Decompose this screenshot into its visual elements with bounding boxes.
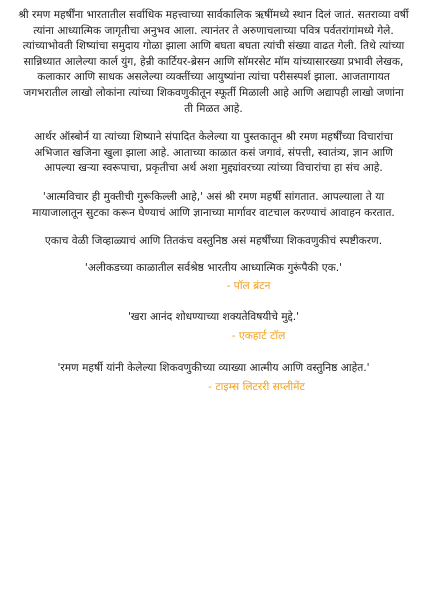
review-attribution	[18, 279, 409, 294]
review-quote: 'अलीकडच्या काळातील सर्वश्रेष्ठ भारतीय आध्यात्मिक गुरूंपैकी एक.'	[84, 261, 343, 274]
quote-author: - पॉल ब्रंटन	[226, 280, 271, 293]
review-attribution	[18, 380, 409, 395]
quote-author: - एकहार्ट टॉल	[231, 329, 286, 342]
review-quote: 'खरा आनंद शोधण्याच्या शक्यतेविषयीचे मुद्दे.'	[127, 311, 300, 324]
summary-line: एकाच वेळी जिव्हाळ्याचं आणि तितकंच वस्तुनिष्ठ असं महर्षींच्या शिकवणुकीचं स्पष्टीकरण.	[44, 235, 383, 248]
review-quote: 'रमण महर्षी यांनी केलेल्या शिकवणुकीच्या व्याख्या आत्मीय आणि वस्तुनिष्ठ आहेत.'	[57, 361, 370, 374]
quote-author: - टाइम्स लिटररी सप्लीमेंट	[208, 380, 305, 393]
self-enquiry-paragraph: 'आत्मविचार ही मुक्तीची गुरूकिल्ली आहे,' असं श्री रमण महर्षी सांगतात. आपल्याला ते या मायाजालातून सुटका करून घेण्याचं आणि ज्ञानाच्या मार्गावर वाटचाल करण्याचं आवाहन करतात.	[32, 190, 395, 219]
review-attribution	[18, 329, 409, 344]
book-description-paragraph: आर्थर ऑस्बोर्न या त्यांच्या शिष्याने संपादित केलेल्या या पुस्तकातून श्री रमण महर्षींच्या विचारांचा अभिजात खजिना खुला झाला आहे. आताच्या काळात कसं जगावं, संपत्ती, स्वातंत्र्य, ज्ञान आणि आपल्या खऱ्या स्वरूपाचा, प्रकृतीचा अर्थ अशा मुद्द्यांवरच्या त्यांच्या विचारांचा हा संच आहे.	[34, 131, 393, 175]
intro-paragraph: श्री रमण महर्षींना भारतातील सर्वाधिक महत्त्वाच्या सार्वकालिक ऋषींमध्ये स्थान दिलं जातं. सतराव्या वर्षी त्यांना आध्यात्मिक जागृतीचा अनुभव आला. त्यानंतर ते अरुणाचलाच्या पवित्र पर्वतरांगांमध्ये गेले. त्यांच्याभोवती शिष्यांचा समुदाय गोळा झाला आणि बघता बघता त्यांची संख्या वाढत गेली. तिथे त्यांच्या सान्निध्यात आलेल्या कार्ल युंग, हेन्री कार्टियर-ब्रेसन आणि सॉमरसेट मॉम यांच्यासारख्या प्रभावी लेखक, कलाकार आणि साधक असलेल्या व्यक्तींच्या आयुष्यांना त्यांचा परीसस्पर्श झाला. आजतागायत जगभरातील लाखो लोकांना त्यांच्या शिकवणुकीतून स्फूर्ती मिळाली आहे आणि अद्यापही लाखो जणांना ती मिळत आहे.	[18, 9, 409, 115]
